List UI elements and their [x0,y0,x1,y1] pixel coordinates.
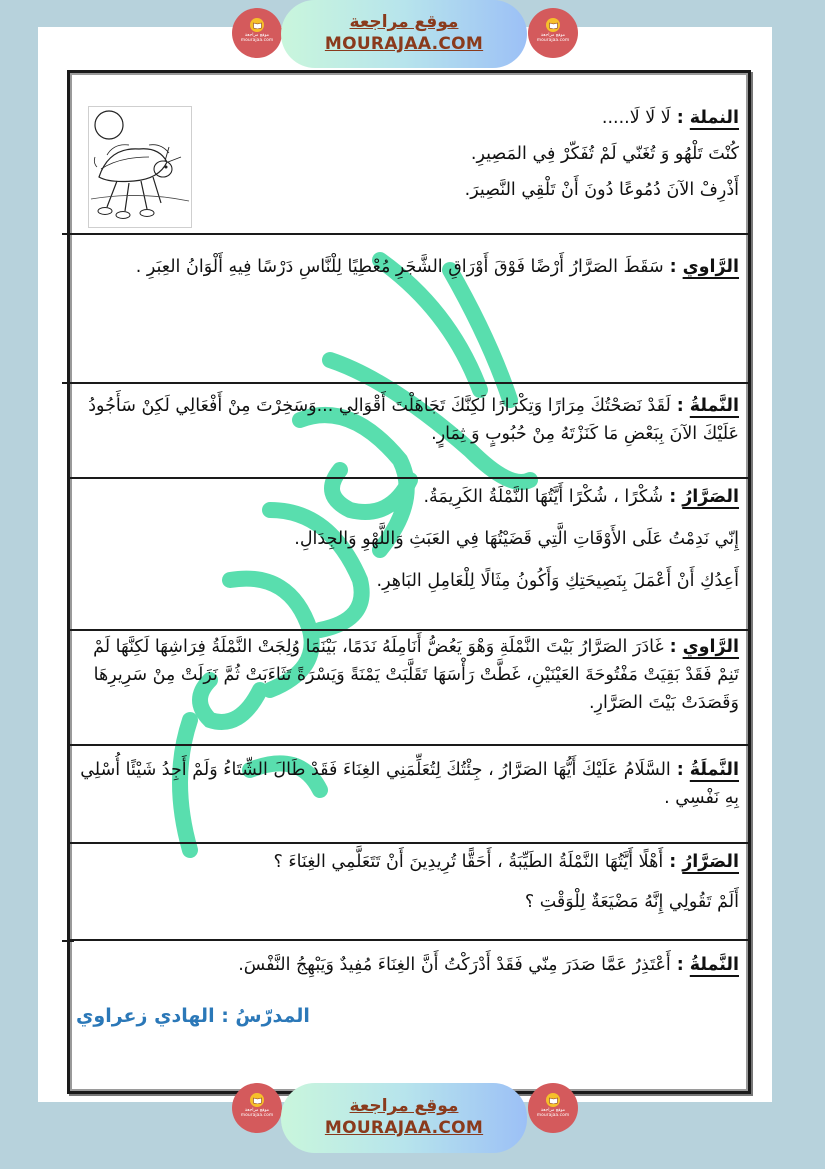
site-logo-left-footer[interactable] [232,1083,282,1133]
dialogue-line: أَعْتَذِرُ عَمَّا صَدَرَ مِنّي فَقَدْ أَدْرَكْتُ أَنَّ الغِنَاءَ مُفِيدٌ وَيَبْهِجُ النَّفْسَ. [238,955,671,975]
speaker-name: الصَرَّارُ [682,852,739,872]
site-logo-right-footer[interactable] [528,1083,578,1133]
speaker-name: النَّملةُ [689,396,739,416]
dialogue-line: أَذْرِفْ الآنَ دُمُوعًا دُونَ أَنْ تَلْقِي النَّصِيرَ. [464,180,739,200]
dialogue-block-8: النَّملةُ:أَعْتَذِرُ عَمَّا صَدَرَ مِنّي فَقَدْ أَدْرَكْتُ أَنَّ الغِنَاءَ مُفِيدٌ وَيَبْهِجُ النَّفْسَ. [70,939,751,999]
teacher-credit: المدرّسُ : الهادي زعراوي [76,1005,310,1027]
logo-caption-en: mourajaa.com [536,38,570,43]
dialogue-block-6: النَّملَةُ:السَّلَامُ عَلَيْكَ أَيُّهَا الصَرَّارُ ، جِئْتُكَ لِتُعَلِّمَنِي الغِنَاءَ فَقَدْ طَالَ الشِّتَاءُ وَلَمْ أَجِدُ شَيْئًا أُسْلِي بِهِ نَفْسِي . [70,744,751,843]
site-brand-banner-footer[interactable] [281,1083,527,1153]
logo-caption-en: mourajaa.com [240,1113,274,1118]
site-logo-right[interactable] [528,8,578,58]
site-brand-banner[interactable] [281,0,527,68]
dialogue-line: إِنّي نَدِمْتُ عَلَى الأَوْقَاتِ الَّتِي قَضَيْتُهَا فِي العَبَثِ وَاللَّهْوِ وَالجِدَالِ. [294,529,739,549]
book-icon [250,18,264,32]
dialogue-line: غَادَرَ الصَرَّارُ بَيْتَ النَّمْلَةِ وَهْوَ يَعُضُّ أَنَامِلَهُ نَدَمًا، بَيْنَمَا وُلِجَتْ النَّمْلَةُ فِرَاشِهَا لَكِنَّهَا لَمْ تَنِمْ فَقَدْ بَقِيَتْ مَفْتُوحَةَ العَيْنَيْنِ، غَطَّتْ رَأْسَهَا تَقَلَّبَتْ يَمْنَةً وَيَسْرَةً تَثَاءَبَتْ ثُمَّ نَزَلَتْ مِنْ سَرِيرِهَا وَقَصَدَتْ بَيْتَ الصَرَّارِ. [93,637,739,713]
site-logo-left[interactable] [232,8,282,58]
dialogue-line: شُكْرًا ، شُكْرًا أَيَّتُهَا النَّمْلَةُ الكَرِيمَةُ. [423,487,664,507]
speaker-name: النَّملَةُ [689,760,739,780]
dialogue-line: لَقَدْ نَصَحْتُكَ مِرَارًا وَتِكْرَارًا لَكِنَّكَ تَجَاهَلْتَ أَقْوَالِي ...وَسَخِرْتَ مِنْ أَفْعَالِي لَكِنْ سَأَجُودُ عَلَيْكَ الآنَ بِبَعْضِ مَا كَنَزْتَهُ مِنْ حُبُوبٍ وَ ثِمَارٍ. [88,396,739,444]
dialogue-line: سَقَطَ الصَرَّارُ أَرْضًا فَوْقَ أَوْرَاقِ الشَّجَرِ مُعْطِيًا لِلْنَّاسِ دَرْسًا فِيهِ أَلْوَانُ العِبَرِ . [135,257,664,277]
dialogue-line: السَّلَامُ عَلَيْكَ أَيُّهَا الصَرَّارُ ، جِئْتُكَ لِتُعَلِّمَنِي الغِنَاءَ فَقَدْ طَالَ الشِّتَاءُ وَلَمْ أَجِدُ شَيْئًا أُسْلِي بِهِ نَفْسِي . [80,760,739,808]
logo-caption-ar: موقع مراجعة [244,33,270,39]
logo-caption-en: mourajaa.com [536,1113,570,1118]
dialogue-block-4: الصَرَّارُ:شُكْرًا ، شُكْرًا أَيَّتُهَا النَّمْلَةُ الكَرِيمَةُ. إِنّي نَدِمْتُ عَلَى الأَوْقَاتِ الَّتِي قَضَيْتُهَا فِي العَبَثِ وَاللَّهْوِ وَالجِدَالِ. أَعِدُكِ أَنْ أَعْمَلَ بِنَصِيحَتِكِ وَأَكُونُ مِثَالًا لِلْعَامِلِ البَاهِرِ. [70,477,751,630]
brand-name-en[interactable]: MOURAJAA.COM [324,33,484,54]
dialogue-block-2: الرَّاوي:سَقَطَ الصَرَّارُ أَرْضًا فَوْقَ أَوْرَاقِ الشَّجَرِ مُعْطِيًا لِلْنَّاسِ دَرْسًا فِيهِ أَلْوَانُ العِبَرِ . [70,233,751,383]
logo-caption-ar: موقع مراجعة [540,1108,566,1114]
brand-name-ar[interactable]: موقع مراجعة [349,12,459,33]
speaker-name: الرَّاوي [682,257,739,277]
dialogue-block-1: النملة:لَا لَا لَا..... كُنْتَ تَلْهُو وَ تُغَنّي لَمْ تُفَكّرْ فِي المَصِيرِ. أَذْرِفْ الآنَ دُمُوعًا دُونَ أَنْ تَلْقِي النَّصِيرَ. [70,104,751,234]
logo-caption-en: mourajaa.com [240,38,274,43]
dialogue-block-7: الصَرَّارُ:أَهْلًا أَيَّتُهَا النَّمْلَةُ الطَيِّبَةُ ، أَحَقًّا تُرِيدِينَ أَنْ تَتَعَلَّمِي الغِنَاءَ ؟ أَلَمْ تَقُولِي إِنَّهُ مَضْيَعَةٌ لِلْوَقْتِ ؟ [70,842,751,940]
logo-caption-ar: موقع مراجعة [540,33,566,39]
book-icon [250,1093,264,1107]
logo-caption-ar: موقع مراجعة [244,1108,270,1114]
dialogue-line: أَلَمْ تَقُولِي إِنَّهُ مَضْيَعَةٌ لِلْوَقْتِ ؟ [524,892,739,912]
dialogue-line: أَعِدُكِ أَنْ أَعْمَلَ بِنَصِيحَتِكِ وَأَكُونُ مِثَالًا لِلْعَامِلِ البَاهِرِ. [376,571,739,591]
book-icon [546,1093,560,1107]
dialogue-block-5: الرَّاوي:غَادَرَ الصَرَّارُ بَيْتَ النَّمْلَةِ وَهْوَ يَعُضُّ أَنَامِلَهُ نَدَمًا، بَيْنَمَا وُلِجَتْ النَّمْلَةُ فِرَاشِهَا لَكِنَّهَا لَمْ تَنِمْ فَقَدْ بَقِيَتْ مَفْتُوحَةَ العَيْنَيْنِ، غَطَّتْ رَأْسَهَا تَقَلَّبَتْ يَمْنَةً وَيَسْرَةً تَثَاءَبَتْ ثُمَّ نَزَلَتْ مِنْ سَرِيرِهَا وَقَصَدَتْ بَيْتَ الصَرَّارِ. [70,629,751,745]
dialogue-line: أَهْلًا أَيَّتُهَا النَّمْلَةُ الطَيِّبَةُ ، أَحَقًّا تُرِيدِينَ أَنْ تَتَعَلَّمِي الغِنَاءَ ؟ [273,852,664,872]
speaker-name: الرَّاوي [682,637,739,657]
book-icon [546,18,560,32]
speaker-name: النَّملةُ [689,955,739,975]
brand-name-ar[interactable]: موقع مراجعة [349,1096,459,1117]
brand-name-en[interactable]: MOURAJAA.COM [324,1117,484,1138]
dialogue-block-3: النَّملةُ:لَقَدْ نَصَحْتُكَ مِرَارًا وَتِكْرَارًا لَكِنَّكَ تَجَاهَلْتَ أَقْوَالِي ...وَسَخِرْتَ مِنْ أَفْعَالِي لَكِنْ سَأَجُودُ عَلَيْكَ الآنَ بِبَعْضِ مَا كَنَزْتَهُ مِنْ حُبُوبٍ وَ ثِمَارٍ. [70,382,751,478]
speaker-name: الصَرَّارُ [682,487,739,507]
dialogue-line: كُنْتَ تَلْهُو وَ تُغَنّي لَمْ تُفَكّرْ فِي المَصِيرِ. [470,144,739,164]
dialogue-line: لَا لَا لَا..... [601,108,671,128]
speaker-name: النملة [689,108,739,128]
